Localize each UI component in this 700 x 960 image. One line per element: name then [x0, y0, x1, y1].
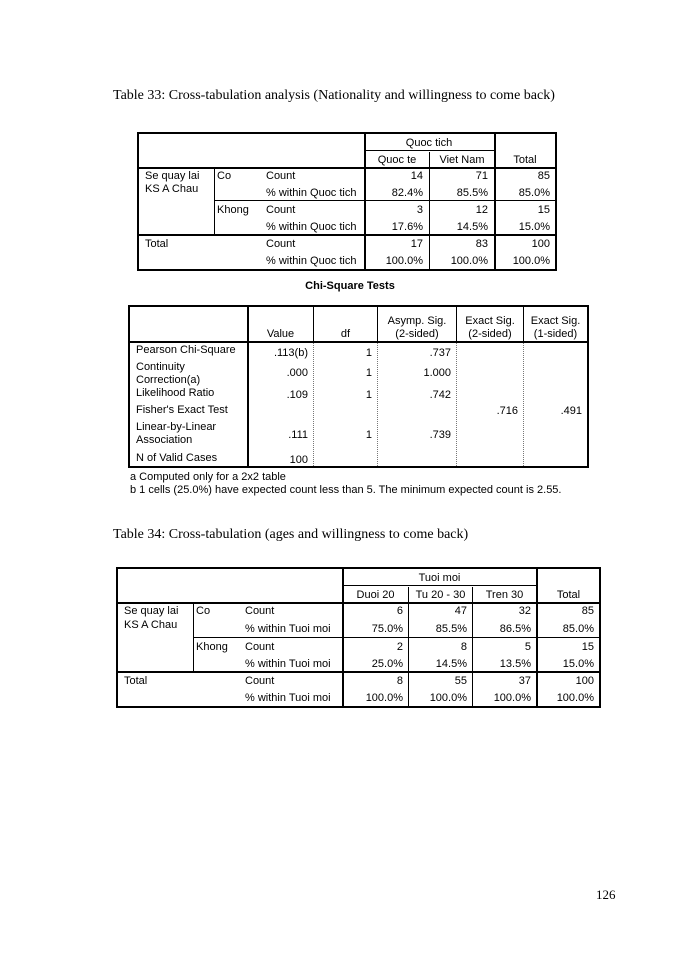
- row-variable: Se quay lai: [145, 170, 200, 182]
- stat-label: Count: [266, 204, 296, 216]
- table-cell: 8: [460, 641, 467, 653]
- table-cell: 15.0%: [562, 658, 594, 670]
- table-cell: 15: [581, 641, 594, 653]
- table-cell: 15.0%: [518, 221, 550, 233]
- table34-caption: Table 34: Cross-tabulation (ages and willingness to come back): [113, 527, 469, 542]
- table-cell: 1: [365, 367, 372, 379]
- table-cell: 1: [365, 429, 372, 441]
- col-header: Viet Nam: [439, 154, 485, 166]
- table-cell: .737: [429, 347, 451, 359]
- stat-label: % within Tuoi moi: [245, 658, 331, 670]
- stat-label: Count: [245, 675, 275, 687]
- table-cell: 55: [454, 675, 467, 687]
- table-cell: 14.5%: [435, 658, 467, 670]
- footnote-b: b 1 cells (25.0%) have expected count less than 5. The minimum expected count is 2.55.: [130, 484, 562, 496]
- table-cell: 14.5%: [456, 221, 488, 233]
- table-cell: 86.5%: [499, 623, 531, 635]
- table33-caption: Table 33: Cross-tabulation analysis (Nationality and willingness to come back): [113, 88, 555, 103]
- table-cell: .716: [496, 405, 518, 417]
- stat-label: Count: [266, 238, 296, 250]
- table-cell: 85: [537, 170, 550, 182]
- stat-label: % within Quoc tich: [266, 221, 357, 233]
- table-cell: 1: [365, 389, 372, 401]
- col-header: Exact Sig.: [530, 315, 581, 327]
- col-header: (2-sided): [468, 328, 512, 340]
- row-label: Fisher's Exact Test: [136, 404, 228, 416]
- col-header: Tu 20 - 30: [415, 589, 466, 601]
- category-label: Khong: [196, 641, 228, 653]
- stat-label: Count: [266, 170, 296, 182]
- table-cell: 100: [575, 675, 594, 687]
- category-label: Co: [217, 170, 232, 182]
- chi-square-title: Chi-Square Tests: [305, 280, 395, 292]
- table-cell: .111: [288, 429, 308, 441]
- col-header: Value: [266, 328, 295, 340]
- table-cell: .491: [560, 405, 582, 417]
- table-cell: 47: [454, 605, 467, 617]
- row-label: Continuity: [136, 361, 185, 373]
- table33: [137, 132, 557, 271]
- table-cell: 100.0%: [385, 255, 423, 267]
- table-cell: 14: [410, 170, 423, 182]
- table-cell: 1.000: [423, 367, 451, 379]
- col-header: Quoc te: [377, 154, 417, 166]
- row-label: Association: [136, 434, 193, 446]
- table-cell: 100.0%: [512, 255, 550, 267]
- row-variable: Se quay lai: [124, 605, 179, 617]
- table-cell: 17: [410, 238, 423, 250]
- table-cell: 85.0%: [518, 187, 550, 199]
- row-variable: KS A Chau: [124, 619, 178, 631]
- table-cell: 85.0%: [562, 623, 594, 635]
- table-cell: 100.0%: [450, 255, 488, 267]
- table-cell: 85.5%: [435, 623, 467, 635]
- table-cell: 15: [537, 204, 550, 216]
- table-cell: 32: [518, 605, 531, 617]
- stat-label: % within Tuoi moi: [245, 623, 331, 635]
- row-variable: KS A Chau: [145, 183, 199, 195]
- table-cell: 100.0%: [365, 692, 403, 704]
- col-header: Duoi 20: [356, 589, 395, 601]
- col-group-header: Quoc tich: [405, 137, 453, 149]
- table-cell: .742: [429, 389, 451, 401]
- table-cell: 100.0%: [493, 692, 531, 704]
- table-cell: 12: [475, 204, 488, 216]
- chi-square-table: [128, 305, 589, 468]
- col-header: Tren 30: [485, 589, 524, 601]
- table-cell: 2: [396, 641, 403, 653]
- table-cell: 17.6%: [391, 221, 423, 233]
- col-group-header: Tuoi moi: [418, 572, 461, 584]
- table34: [116, 567, 601, 708]
- category-label: Co: [196, 605, 211, 617]
- table-cell: 13.5%: [499, 658, 531, 670]
- stat-label: Count: [245, 605, 275, 617]
- table-cell: .739: [429, 429, 451, 441]
- table-cell: 100: [289, 454, 308, 466]
- table-cell: 85: [581, 605, 594, 617]
- row-label: N of Valid Cases: [136, 452, 218, 464]
- table-cell: 1: [365, 347, 372, 359]
- table-cell: 37: [518, 675, 531, 687]
- table-cell: 100.0%: [556, 692, 594, 704]
- category-label: Khong: [217, 204, 249, 216]
- table-cell: 83: [475, 238, 488, 250]
- table-cell: 100.0%: [429, 692, 467, 704]
- col-header: Total: [513, 154, 537, 166]
- stat-label: % within Quoc tich: [266, 255, 357, 267]
- table-cell: 85.5%: [456, 187, 488, 199]
- row-label: Likelihood Ratio: [136, 387, 215, 399]
- table-cell: 75.0%: [371, 623, 403, 635]
- table-cell: 100: [531, 238, 550, 250]
- col-header: Asymp. Sig.: [387, 315, 447, 327]
- row-label: Pearson Chi-Square: [136, 344, 236, 356]
- table-cell: 71: [475, 170, 488, 182]
- stat-label: % within Tuoi moi: [245, 692, 331, 704]
- stat-label: % within Quoc tich: [266, 187, 357, 199]
- col-header: df: [340, 328, 351, 340]
- page-number: 126: [596, 887, 616, 902]
- col-header: Exact Sig.: [465, 315, 515, 327]
- col-header: (1-sided): [533, 328, 578, 340]
- table-cell: .113(b): [273, 347, 308, 359]
- table-cell: .109: [286, 389, 308, 401]
- table-cell: 5: [524, 641, 531, 653]
- row-label: Linear-by-Linear: [136, 421, 217, 433]
- table-cell: 82.4%: [391, 187, 423, 199]
- total-label: Total: [124, 675, 148, 687]
- table-cell: 8: [396, 675, 403, 687]
- row-label: Correction(a): [136, 374, 201, 386]
- table-cell: 3: [416, 204, 423, 216]
- stat-label: Count: [245, 641, 275, 653]
- table-cell: .000: [286, 367, 308, 379]
- col-header: Total: [556, 589, 581, 601]
- col-header: (2-sided): [395, 328, 439, 340]
- footnote-a: a Computed only for a 2x2 table: [130, 471, 286, 483]
- table-cell: 25.0%: [371, 658, 403, 670]
- table-cell: 6: [396, 605, 403, 617]
- total-label: Total: [145, 238, 169, 250]
